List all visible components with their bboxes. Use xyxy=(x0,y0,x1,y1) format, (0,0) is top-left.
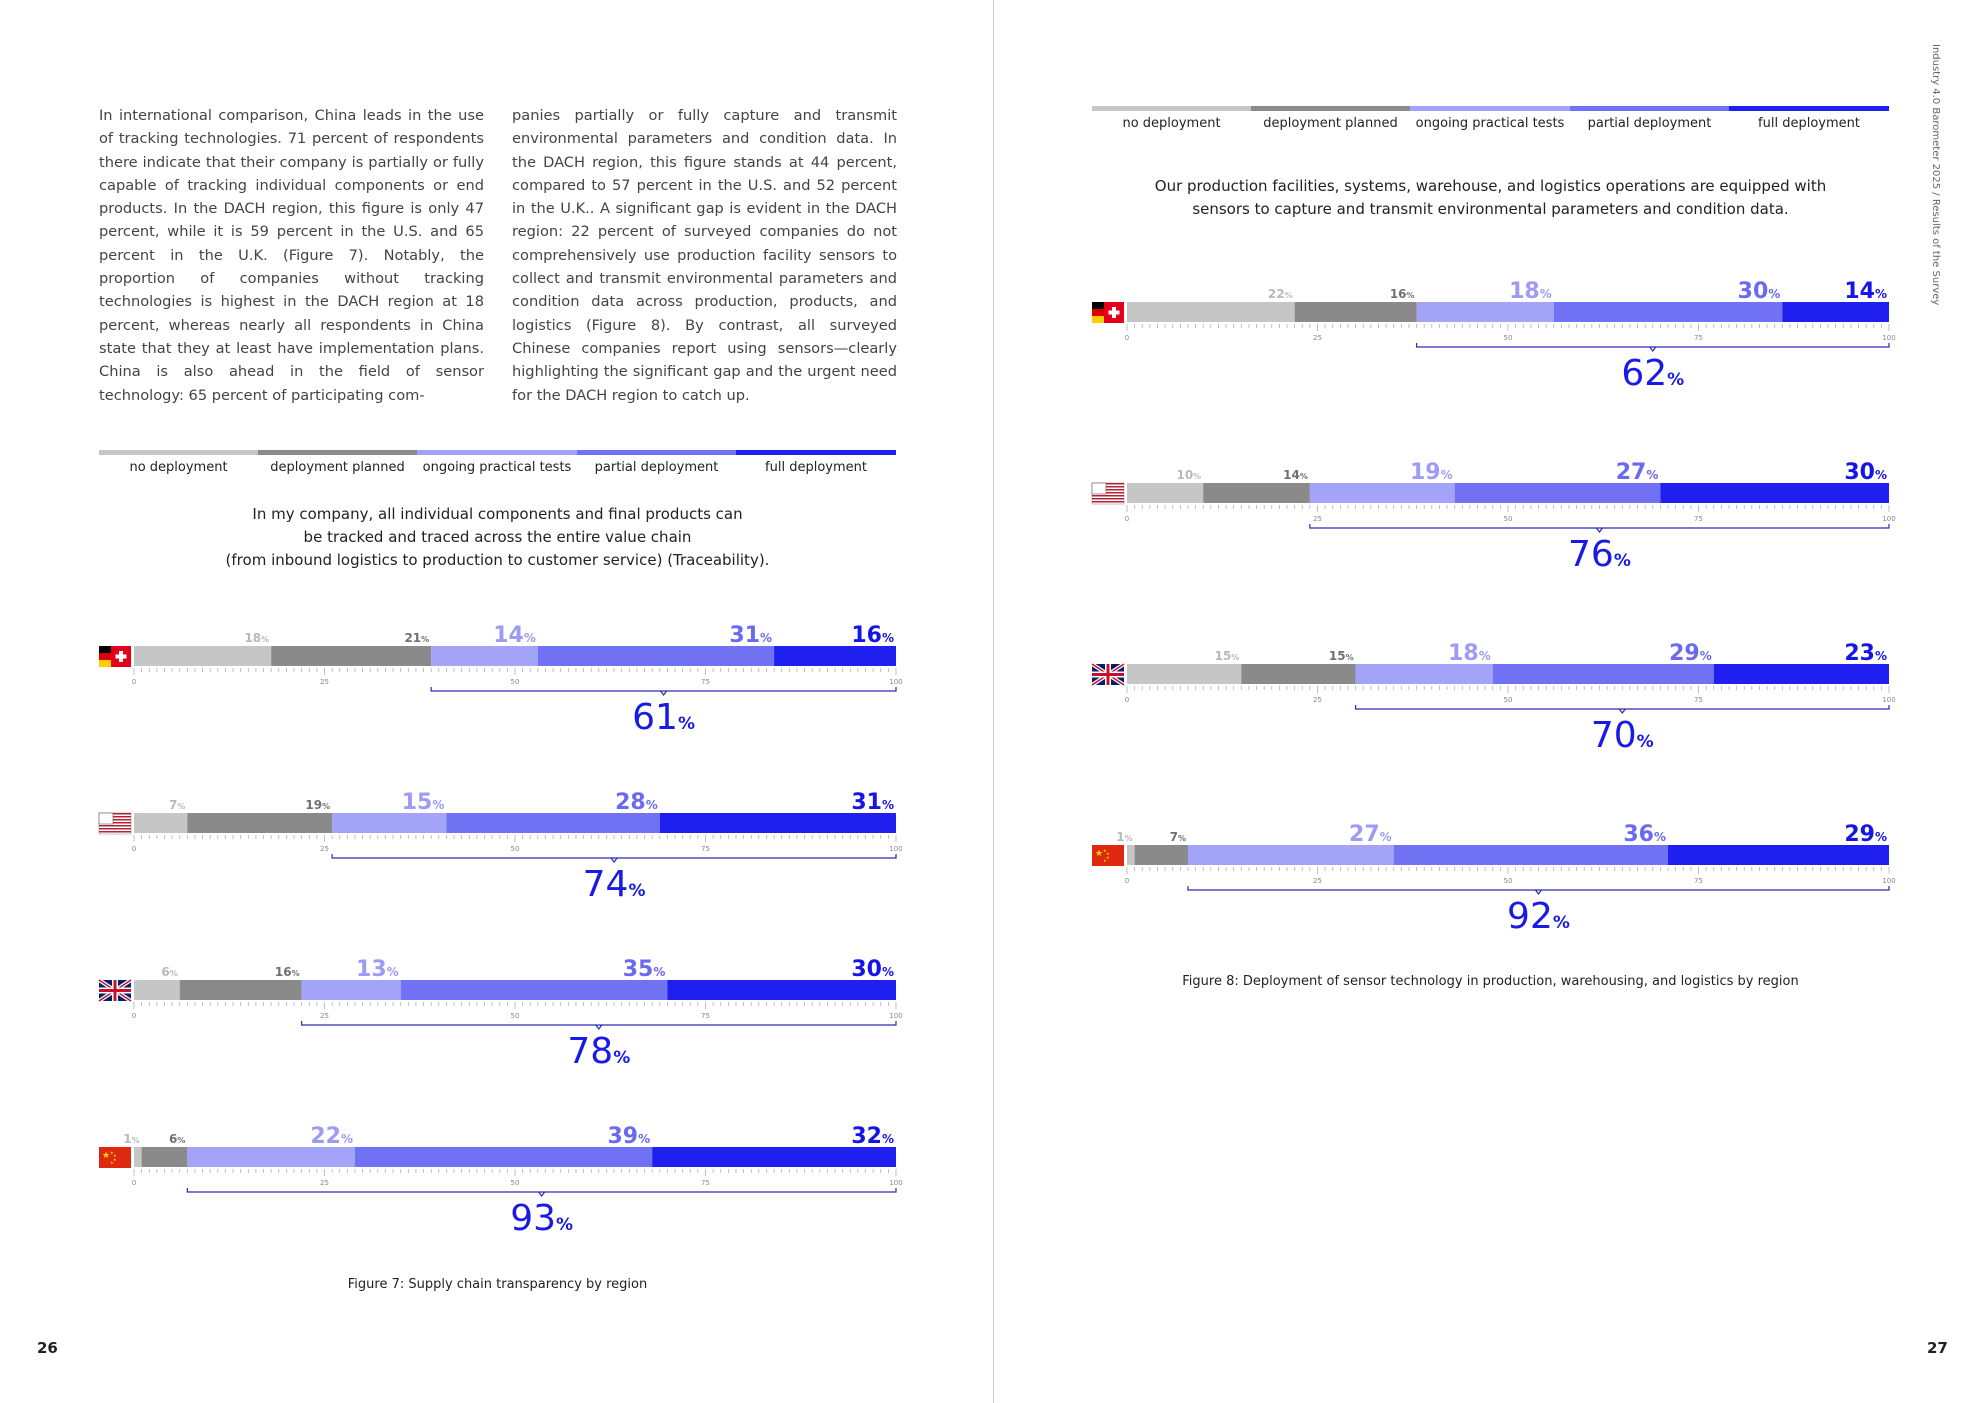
data-label-percent: % xyxy=(1874,830,1887,844)
data-label-percent: % xyxy=(523,631,536,645)
axis-ticks xyxy=(134,835,896,842)
running-head-text: Industry 4.0 Barometer 2025 / Results of the Survey xyxy=(1930,44,1941,306)
legend-swatch-no-deployment xyxy=(1092,106,1251,111)
data-label-percent: % xyxy=(1284,291,1293,300)
dach-flag-icon xyxy=(1092,302,1124,323)
axis-tick-label: 25 xyxy=(1313,515,1322,523)
bar-segment xyxy=(332,813,446,833)
fig7-row-svg xyxy=(99,942,903,1072)
legend-label: no deployment xyxy=(1122,116,1221,131)
flag-star: ★ xyxy=(113,1153,117,1158)
axis-tick-label: 0 xyxy=(1124,515,1130,523)
axis-tick-label: 25 xyxy=(1313,696,1322,704)
data-label: 13% xyxy=(356,957,399,982)
data-label-percent: % xyxy=(386,965,399,979)
axis-tick-label: 25 xyxy=(320,1012,329,1020)
bracket-total: 74% xyxy=(582,864,646,905)
data-label-percent: % xyxy=(645,798,658,812)
axis-tick-label: 25 xyxy=(1313,877,1322,885)
bracket-total: 93% xyxy=(510,1198,574,1239)
body-text-column-2: panies partially or fully capture and transmit environmental parameters and condition data. In the DACH region, this figure stands at 44 percent, compared to 57 percent in the U.S. and 52 percent in the U.K.. A significant gap is evident in the DACH region: 22 percent of surveyed companies do not comprehensively use production facility sensors to collect and transmit environmental parameters and condition data across production, products, and logistics (Figure 8). By contrast, all surveyed Chinese companies report using sensors—clearly highlighting the significant gap and the urgent need for the DACH region to catch up. xyxy=(512,107,897,404)
fig8-row-dach xyxy=(1092,264,1896,394)
flag-stripe xyxy=(99,653,111,660)
figure7-title-line: In my company, all individual components and final products can xyxy=(252,505,743,523)
legend-swatch-deployment-planned xyxy=(1251,106,1410,111)
bar-segment xyxy=(1295,302,1417,322)
axis-tick-label: 0 xyxy=(1124,334,1130,342)
data-label: 15% xyxy=(1328,649,1354,663)
page-divider xyxy=(993,0,994,1403)
legend-item xyxy=(99,450,258,480)
bar-segment xyxy=(142,1147,188,1167)
legend-label: full deployment xyxy=(1758,116,1860,131)
fig7-row-us xyxy=(99,775,903,905)
axis-tick-label: 100 xyxy=(1882,696,1896,704)
data-label-percent: % xyxy=(760,631,773,645)
data-label: 19% xyxy=(305,798,331,812)
bracket xyxy=(187,1188,896,1192)
axis-ticks xyxy=(134,1169,896,1176)
bracket xyxy=(1310,524,1889,528)
axis-tick-label: 100 xyxy=(1882,877,1896,885)
data-label: 29% xyxy=(1844,822,1887,847)
cn-flag-icon xyxy=(1092,845,1124,866)
flag-cross xyxy=(116,655,127,659)
axis-tick-label: 75 xyxy=(1694,877,1703,885)
legend-swatch-ongoing-practical-tests xyxy=(1410,106,1570,111)
fig7-row-svg xyxy=(99,608,903,738)
bracket xyxy=(302,1021,896,1025)
bracket-total: 76% xyxy=(1568,534,1631,575)
legend-label: partial deployment xyxy=(1587,116,1712,131)
data-label: 27% xyxy=(1615,460,1659,485)
bar-segment xyxy=(538,646,774,666)
bar-segment xyxy=(1188,845,1394,865)
data-label: 6% xyxy=(168,1132,186,1146)
data-label-percent: % xyxy=(340,1132,353,1146)
bar-segment xyxy=(1127,664,1241,684)
bar-segment xyxy=(446,813,659,833)
axis-tick-label: 25 xyxy=(320,678,329,686)
body-text-column-1: In international comparison, China leads in the use of tracking technologies. 71 percent of respondents there indicate that their company is partially or fully capable of tracking individual components or end products. In the DACH region, this figure is only 47 percent, while it is 59 percent in the U.S. and 65 percent in the U.K. (Figure 7). Notably, the proportion of companies without tracking technologies is highest in the DACH region at 18 percent, whereas nearly all respondents in China state that they at least have implementation plans. China is also ahead in the field of sensor technology: 65 percent of participating com- xyxy=(99,107,484,404)
bracket-total: 78% xyxy=(567,1031,631,1072)
data-label: 1% xyxy=(1116,830,1133,844)
figure8-caption: Figure 8: Deployment of sensor technology in production, warehousing, and logistics by region xyxy=(1182,974,1799,989)
axis-tick-label: 75 xyxy=(701,1012,710,1020)
figure8-legend xyxy=(1092,106,1889,136)
fig7-row-svg xyxy=(99,1109,903,1239)
data-label-percent: % xyxy=(1299,472,1308,481)
data-label: 1% xyxy=(123,1132,140,1146)
figure8-title-line: Our production facilities, systems, warehouse, and logistics operations are equipped with xyxy=(1154,177,1827,195)
axis-tick-label: 25 xyxy=(320,1179,329,1187)
bracket xyxy=(1417,343,1889,347)
fig8-row-svg xyxy=(1092,264,1896,394)
fig8-row-svg xyxy=(1092,807,1896,937)
axis-tick-label: 25 xyxy=(1313,334,1322,342)
flag-stripe xyxy=(1092,309,1104,316)
flag-star: ★ xyxy=(1106,855,1110,860)
flag-canton xyxy=(99,813,113,824)
bar-segment xyxy=(1310,483,1455,503)
data-label: 29% xyxy=(1669,641,1712,666)
flag-stripe xyxy=(99,825,131,827)
flag-star: ★ xyxy=(110,1160,114,1165)
page-number-right: 27 xyxy=(1927,1339,1948,1357)
bar-segment xyxy=(355,1147,652,1167)
axis-tick-label: 100 xyxy=(889,678,903,686)
bar-segment xyxy=(180,980,302,1000)
axis-tick-label: 75 xyxy=(1694,334,1703,342)
legend-swatch-partial-deployment xyxy=(577,450,736,455)
fig7-row-uk xyxy=(99,942,903,1072)
data-label: 31% xyxy=(729,623,773,648)
fig7-row-china xyxy=(99,1109,903,1239)
running-head xyxy=(1927,44,1943,304)
data-label: 23% xyxy=(1844,641,1887,666)
flag-star: ★ xyxy=(110,1150,114,1155)
flag-star: ★ xyxy=(113,1157,117,1162)
data-label: 35% xyxy=(622,957,666,982)
flag-stripe xyxy=(1092,316,1104,323)
fig8-row-svg xyxy=(1092,626,1896,756)
bracket-total-percent: % xyxy=(1552,913,1570,933)
bar-segment xyxy=(134,1147,142,1167)
bar-segment xyxy=(271,646,431,666)
bar-segment xyxy=(1241,664,1355,684)
legend-label: ongoing practical tests xyxy=(1415,116,1565,131)
figure7-title-line: (from inbound logistics to production to customer service) (Traceability). xyxy=(225,551,770,569)
data-label: 18% xyxy=(244,631,270,645)
axis-tick-label: 0 xyxy=(1124,877,1130,885)
axis-ticks xyxy=(1127,505,1889,512)
data-label-percent: % xyxy=(1231,653,1240,662)
data-label-percent: % xyxy=(131,1136,140,1145)
bracket-total-percent: % xyxy=(628,881,646,901)
figure7-legend xyxy=(99,450,896,480)
figure7-title xyxy=(99,503,896,572)
data-label-percent: % xyxy=(881,798,894,812)
bar-segment xyxy=(1668,845,1889,865)
bar-segment xyxy=(187,813,332,833)
bar-segment xyxy=(667,980,896,1000)
bar-segment xyxy=(1660,483,1889,503)
legend-label: deployment planned xyxy=(1263,116,1398,131)
axis-tick-label: 50 xyxy=(510,1012,520,1020)
data-label-percent: % xyxy=(653,965,666,979)
data-label: 18% xyxy=(1509,279,1552,304)
data-label-percent: % xyxy=(1874,649,1887,663)
bar-segment xyxy=(431,646,538,666)
axis-tick-label: 50 xyxy=(1503,877,1513,885)
data-label-percent: % xyxy=(169,969,178,978)
data-label-percent: % xyxy=(432,798,445,812)
data-label: 7% xyxy=(168,798,186,812)
legend-label: full deployment xyxy=(765,460,867,475)
axis-tick-label: 0 xyxy=(1124,696,1130,704)
data-label: 16% xyxy=(851,623,894,648)
fig8-row-china xyxy=(1092,807,1896,937)
data-label-percent: % xyxy=(1646,468,1659,482)
axis-tick-label: 50 xyxy=(1503,696,1513,704)
data-label: 18% xyxy=(1448,641,1491,666)
legend-item xyxy=(736,450,896,480)
data-label: 15% xyxy=(401,790,445,815)
data-label-percent: % xyxy=(1874,287,1887,301)
us-flag-icon xyxy=(99,813,131,834)
axis-tick-label: 100 xyxy=(1882,334,1896,342)
data-label-percent: % xyxy=(1124,834,1133,843)
bar-segment xyxy=(652,1147,896,1167)
bar-segment xyxy=(774,646,896,666)
legend-label: ongoing practical tests xyxy=(422,460,572,475)
axis-ticks xyxy=(1127,686,1889,693)
flag-cross xyxy=(1092,673,1124,676)
axis-tick-label: 100 xyxy=(1882,515,1896,523)
data-label: 39% xyxy=(607,1124,651,1149)
data-label-percent: % xyxy=(421,635,430,644)
axis-ticks xyxy=(134,668,896,675)
data-label-percent: % xyxy=(1193,472,1202,481)
data-label-percent: % xyxy=(1539,287,1552,301)
figure7-title-line: be tracked and traced across the entire value chain xyxy=(303,528,692,546)
bar-segment xyxy=(302,980,401,1000)
legend-item xyxy=(1251,106,1410,136)
axis-tick-label: 100 xyxy=(889,845,903,853)
bar-segment xyxy=(1493,664,1714,684)
bracket xyxy=(431,687,896,691)
uk-flag-icon xyxy=(1092,664,1124,685)
data-label: 6% xyxy=(161,965,178,979)
figure7-caption: Figure 7: Supply chain transparency by region xyxy=(347,1277,648,1292)
bracket xyxy=(1188,886,1889,890)
data-label-percent: % xyxy=(177,802,186,811)
data-label: 14% xyxy=(1844,279,1887,304)
bar-segment xyxy=(1203,483,1310,503)
page-number-left: 26 xyxy=(37,1339,58,1357)
data-label: 36% xyxy=(1623,822,1667,847)
data-label-percent: % xyxy=(177,1136,186,1145)
data-label: 14% xyxy=(493,623,536,648)
flag-cross xyxy=(1109,311,1120,315)
data-label-percent: % xyxy=(322,802,331,811)
flag-star: ★ xyxy=(1103,848,1107,853)
cn-flag-icon xyxy=(99,1147,131,1168)
bracket-total: 70% xyxy=(1590,715,1654,756)
data-label: 27% xyxy=(1349,822,1392,847)
axis-tick-label: 0 xyxy=(131,1179,137,1187)
flag-star: ★ xyxy=(102,1151,111,1161)
data-label-percent: % xyxy=(1653,830,1667,844)
data-label: 16% xyxy=(1389,287,1415,301)
axis-tick-label: 50 xyxy=(1503,515,1513,523)
flag-stripe xyxy=(1092,495,1124,497)
fig7-row-dach xyxy=(99,608,903,738)
legend-item xyxy=(577,450,736,480)
flag-stripe xyxy=(1092,302,1104,309)
bar-segment xyxy=(134,646,271,666)
legend-swatch-deployment-planned xyxy=(258,450,417,455)
bar-segment xyxy=(1455,483,1661,503)
data-label-percent: % xyxy=(1379,830,1392,844)
axis-ticks xyxy=(1127,867,1889,874)
data-label: 15% xyxy=(1214,649,1240,663)
bracket-total: 61% xyxy=(632,697,696,738)
flag-star: ★ xyxy=(1103,858,1107,863)
legend-label: deployment planned xyxy=(270,460,405,475)
bar-segment xyxy=(1135,845,1188,865)
bracket xyxy=(1356,705,1889,709)
bar-segment xyxy=(134,980,180,1000)
figure8-title xyxy=(1092,175,1889,221)
bar-segment xyxy=(1714,664,1889,684)
data-label: 16% xyxy=(274,965,300,979)
legend-item xyxy=(1092,106,1251,136)
legend-swatch-full-deployment xyxy=(736,450,896,455)
figure8-title-line: sensors to capture and transmit environmental parameters and condition data. xyxy=(1192,200,1789,218)
flag-star: ★ xyxy=(1106,851,1110,856)
legend-swatch-full-deployment xyxy=(1729,106,1889,111)
legend-swatch-partial-deployment xyxy=(1570,106,1729,111)
axis-ticks xyxy=(134,1002,896,1009)
axis-tick-label: 0 xyxy=(131,678,137,686)
flag-stripe xyxy=(1092,498,1124,500)
legend-swatch-no-deployment xyxy=(99,450,258,455)
bracket-pointer xyxy=(1650,347,1656,351)
data-label: 19% xyxy=(1410,460,1453,485)
fig7-row-svg xyxy=(99,775,903,905)
axis-tick-label: 75 xyxy=(1694,696,1703,704)
data-label-percent: % xyxy=(1478,649,1491,663)
axis-tick-label: 50 xyxy=(510,845,520,853)
axis-tick-label: 100 xyxy=(889,1012,903,1020)
data-label: 22% xyxy=(1267,287,1293,301)
data-label-percent: % xyxy=(638,1132,651,1146)
bar-segment xyxy=(1394,845,1668,865)
data-label: 30% xyxy=(1737,279,1781,304)
legend-item xyxy=(1570,106,1729,136)
bracket-total-percent: % xyxy=(677,714,696,734)
data-label-percent: % xyxy=(881,965,894,979)
axis-tick-label: 75 xyxy=(701,1179,710,1187)
data-label: 21% xyxy=(404,631,430,645)
bracket-total-percent: % xyxy=(613,1048,631,1068)
axis-tick-label: 100 xyxy=(889,1179,903,1187)
data-label-percent: % xyxy=(1406,291,1415,300)
fig8-row-uk xyxy=(1092,626,1896,756)
axis-tick-label: 0 xyxy=(131,845,137,853)
dach-flag-icon xyxy=(99,646,131,667)
data-label-percent: % xyxy=(1177,834,1186,843)
flag-stripe xyxy=(1092,501,1124,503)
bar-segment xyxy=(1127,483,1203,503)
data-label: 10% xyxy=(1176,468,1202,482)
legend-swatch-ongoing-practical-tests xyxy=(417,450,577,455)
bar-segment xyxy=(1554,302,1783,322)
data-label: 31% xyxy=(851,790,894,815)
data-label-percent: % xyxy=(1345,653,1354,662)
bracket-total-percent: % xyxy=(556,1215,574,1235)
data-label-percent: % xyxy=(1874,468,1887,482)
data-label: 30% xyxy=(851,957,894,982)
bar-segment xyxy=(1127,845,1135,865)
flag-cross xyxy=(99,989,131,992)
flag-stripe xyxy=(99,660,111,667)
bar-segment xyxy=(1127,302,1295,322)
bracket-total-percent: % xyxy=(1667,370,1685,390)
data-label-percent: % xyxy=(1699,649,1712,663)
flag-stripe xyxy=(99,828,131,830)
legend-label: partial deployment xyxy=(594,460,719,475)
bar-segment xyxy=(1417,302,1554,322)
flag-canton xyxy=(1092,483,1106,494)
data-label: 22% xyxy=(310,1124,353,1149)
fig8-row-us xyxy=(1092,445,1896,575)
axis-tick-label: 50 xyxy=(1503,334,1513,342)
data-label-percent: % xyxy=(1440,468,1453,482)
bracket-total-percent: % xyxy=(1613,551,1631,571)
bracket xyxy=(332,854,896,858)
legend-item xyxy=(1410,106,1570,136)
fig8-row-svg xyxy=(1092,445,1896,575)
axis-tick-label: 25 xyxy=(320,845,329,853)
legend-item xyxy=(417,450,577,480)
axis-tick-label: 75 xyxy=(701,845,710,853)
data-label: 7% xyxy=(1169,830,1186,844)
data-label-percent: % xyxy=(261,635,270,644)
legend-item xyxy=(1729,106,1889,136)
bracket-total: 62% xyxy=(1621,353,1685,394)
bar-segment xyxy=(401,980,668,1000)
axis-tick-label: 75 xyxy=(1694,515,1703,523)
legend-item xyxy=(258,450,417,480)
axis-ticks xyxy=(1127,324,1889,331)
flag-stripe xyxy=(99,831,131,833)
axis-tick-label: 75 xyxy=(701,678,710,686)
axis-tick-label: 50 xyxy=(510,678,520,686)
data-label-percent: % xyxy=(881,631,894,645)
flag-stripe xyxy=(99,646,111,653)
data-label: 14% xyxy=(1283,468,1308,482)
bar-segment xyxy=(1356,664,1493,684)
axis-tick-label: 50 xyxy=(510,1179,520,1187)
bracket-total: 92% xyxy=(1507,896,1570,937)
flag-star: ★ xyxy=(1095,849,1104,859)
us-flag-icon xyxy=(1092,483,1124,504)
data-label-percent: % xyxy=(1768,287,1781,301)
bar-segment xyxy=(1782,302,1889,322)
bar-segment xyxy=(660,813,896,833)
data-label: 30% xyxy=(1844,460,1887,485)
bar-segment xyxy=(187,1147,355,1167)
bar-segment xyxy=(134,813,187,833)
data-label-percent: % xyxy=(881,1132,894,1146)
uk-flag-icon xyxy=(99,980,131,1001)
data-label-percent: % xyxy=(291,969,300,978)
data-label: 28% xyxy=(615,790,658,815)
legend-label: no deployment xyxy=(129,460,228,475)
data-label: 32% xyxy=(851,1124,894,1149)
axis-tick-label: 0 xyxy=(131,1012,137,1020)
bracket-total-percent: % xyxy=(1636,732,1654,752)
